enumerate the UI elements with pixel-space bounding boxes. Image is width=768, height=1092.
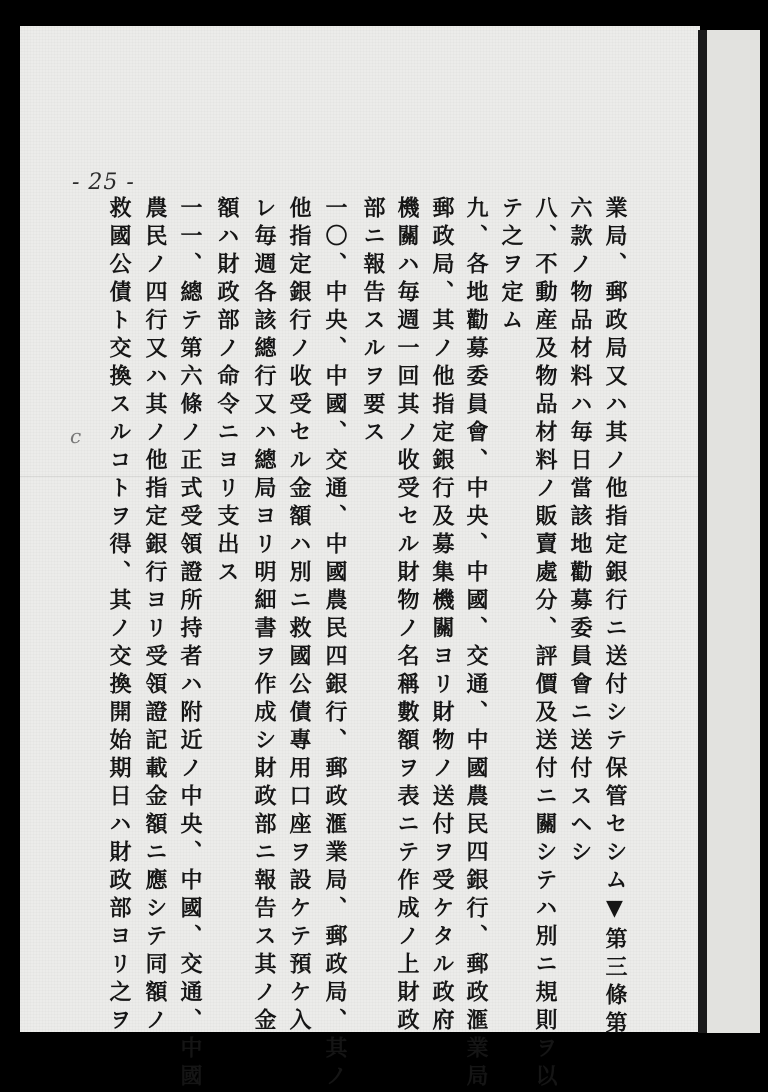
text-column-7: 機關ハ毎週一回其ノ收受セル財物ノ名稱數額ヲ表ニテ作成ノ上財政	[394, 196, 419, 1036]
text-column-5: 九、各地勸募委員會、中央、中國、交通、中國農民四銀行、郵政滙業局	[463, 196, 488, 1092]
text-column-11: レ毎週各該總行又ハ總局ヨリ明細書ヲ作成シ財政部ニ報告ス其ノ金	[251, 196, 276, 1036]
page-number: - 25 -	[72, 170, 135, 195]
margin-mark: c	[70, 424, 82, 448]
text-column-14: 農民ノ四行又ハ其ノ他指定銀行ヨリ受領證記載金額ニ應シテ同額ノ	[142, 196, 167, 1036]
text-column-9: 一〇、中央、中國、交通、中國農民四銀行、郵政滙業局、郵政局、其ノ	[322, 196, 347, 1092]
text-column-2: 六款ノ物品材料ハ毎日當該地勸募委員會ニ送付スヘシ	[567, 196, 592, 868]
adjacent-page-edge	[707, 30, 760, 1033]
binding-edge	[698, 30, 707, 1033]
text-column-15: 救國公債ト交換スルコトヲ得、其ノ交換開始期日ハ財政部ヨリ之ヲ	[106, 196, 131, 1036]
text-column-4: テ之ヲ定ム	[498, 196, 523, 336]
text-column-8: 部ニ報告スルヲ要ス	[360, 196, 385, 448]
text-column-13: 一一、總テ第六條ノ正式受領證所持者ハ附近ノ中央、中國、交通、中國	[177, 196, 202, 1092]
text-column-1: 業局、郵政局又ハ其ノ他指定銀行ニ送付シテ保管セシム▼第三條第	[602, 196, 627, 1039]
text-column-6: 郵政局、其ノ他指定銀行及募集機關ヨリ財物ノ送付ヲ受ケタル政府	[429, 196, 454, 1036]
text-column-3: 八、不動産及物品材料ノ販賣處分、評價及送付ニ關シテハ別ニ規則ヲ以	[532, 196, 557, 1092]
text-column-10: 他指定銀行ノ收受セル金額ハ別ニ救國公債專用口座ヲ設ケテ預ケ入	[286, 196, 311, 1036]
text-column-12: 額ハ財政部ノ命令ニヨリ支出ス	[214, 196, 239, 588]
